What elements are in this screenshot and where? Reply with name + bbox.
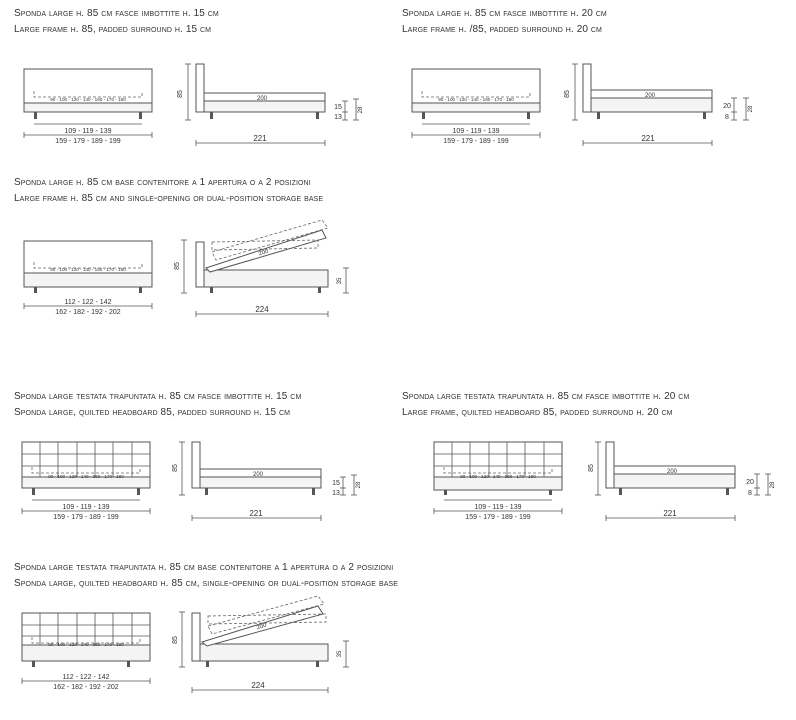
section-1-title-it: Sponda large h. 85 cm fasce imbottite h. 15 cm [14, 8, 219, 19]
section-6-width-row1: 112 - 122 - 142 [62, 674, 110, 681]
section-3-front-view [24, 241, 152, 316]
section-6-front-view [22, 613, 150, 691]
section-5-inner-widths: 90 - 100 - 120 - 140 - 160 - 170 - 180 [460, 474, 536, 479]
section-3-total-len: 224 [255, 305, 269, 314]
section-3-width-row1: 112 - 122 - 142 [64, 299, 112, 306]
section-5-width-row1: 109 - 119 - 139 [474, 504, 522, 511]
section-3-side-view [174, 220, 349, 317]
section-4-title-it: Sponda large testata trapuntata h. 85 cm fasce imbottite h. 15 cm [14, 391, 302, 402]
section-2-height: 85 [564, 90, 571, 98]
section-1-height: 85 [177, 90, 184, 98]
section-4-mattress-len: 200 [252, 472, 264, 478]
section-5-front-view [434, 442, 562, 521]
section-5-height: 85 [588, 464, 595, 472]
section-5-surround-h: 20 [746, 479, 754, 486]
section-3-title-it: Sponda large h. 85 cm base contenitore a 1 apertura o a 2 posizioni [14, 177, 311, 188]
section-1-title-en: Large frame h. 85, padded surround h. 15 cm [14, 24, 212, 35]
section-1-mattress-len: 200 [256, 96, 268, 102]
section-6-title-en: Sponda large, quilted headboard h. 85 cm, single-opening or dual-position storage base [14, 578, 399, 589]
section-4-width-row2: 159 - 179 - 189 - 199 [53, 514, 119, 521]
section-3-title-en: Large frame h. 85 cm and single-opening or dual-position storage base [14, 193, 324, 204]
section-1-front-view [24, 69, 152, 145]
section-4-total-h: 28 [356, 481, 362, 489]
section-6-width-row2: 162 - 182 - 192 - 202 [53, 684, 119, 691]
section-2-total-len: 221 [641, 134, 655, 143]
section-3-height: 85 [174, 262, 181, 270]
section-6-height: 85 [172, 636, 179, 644]
section-4-inner-widths: 90 - 100 - 120 - 140 - 160 - 170 - 180 [48, 474, 124, 479]
section-4-front-view [22, 442, 150, 521]
section-4-height: 85 [172, 464, 179, 472]
section-2-width-row1: 109 - 119 - 139 [452, 128, 500, 135]
section-2-title-it: Sponda large h. 85 cm fasce imbottite h. 20 cm [402, 8, 607, 19]
section-6-total-h: 35 [337, 650, 343, 658]
section-2-base-h: 8 [725, 114, 729, 121]
section-2-inner-widths: 90 - 100 - 120 - 140 - 160 - 170 - 180 [438, 97, 514, 102]
section-1-side-view [177, 64, 364, 146]
section-5-mattress-len: 200 [666, 469, 678, 475]
section-1-surround-h: 15 [334, 104, 342, 111]
section-2-width-row2: 159 - 179 - 189 - 199 [443, 138, 509, 145]
section-4-width-row1: 109 - 119 - 139 [62, 504, 110, 511]
section-3-inner-widths: 90 - 100 - 120 - 140 - 160 - 170 - 180 [50, 267, 126, 272]
section-5-title-en: Large frame, quilted headboard 85, padded surround h. 20 cm [402, 407, 673, 418]
section-2-side-view [564, 64, 754, 146]
section-4-total-len: 221 [249, 509, 263, 518]
section-5-base-h: 8 [748, 490, 752, 497]
section-1-width-row1: 109 - 119 - 139 [64, 128, 112, 135]
section-1-total-len: 221 [253, 134, 267, 143]
section-6-title-it: Sponda large testata trapuntata h. 85 cm base contenitore a 1 apertura o a 2 posizioni [14, 562, 394, 573]
section-3-width-row2: 162 - 182 - 192 - 202 [55, 309, 121, 316]
section-6-inner-widths: 90 - 100 - 120 - 140 - 160 - 170 - 180 [48, 642, 124, 647]
section-2-mattress-len: 200 [644, 93, 656, 99]
section-2-front-view [412, 69, 540, 145]
section-6-total-len: 224 [251, 681, 265, 690]
section-4-base-h: 13 [332, 490, 340, 497]
section-1-inner-widths: 90 - 100 - 120 - 140 - 160 - 170 - 180 [50, 97, 126, 102]
section-4-title-en: Sponda large, quilted headboard 85, padded surround h. 15 cm [14, 407, 291, 418]
section-5-title-it: Sponda large testata trapuntata h. 85 cm fasce imbottite h. 20 cm [402, 391, 690, 402]
section-3-mattress-len: 200 [258, 248, 270, 258]
section-1-base-h: 13 [334, 114, 342, 121]
section-6-mattress-len: 200 [256, 622, 268, 632]
section-1-width-row2: 159 - 179 - 189 - 199 [55, 138, 121, 145]
section-2-title-en: Large frame h. /85, padded surround h. 20 cm [402, 24, 602, 35]
section-5-total-h: 28 [770, 481, 776, 489]
section-4-surround-h: 15 [332, 480, 340, 487]
section-6-side-view [172, 596, 349, 693]
section-4-side-view [172, 442, 362, 521]
section-1-total-h: 28 [358, 106, 364, 114]
section-2-total-h: 28 [748, 105, 754, 113]
section-5-side-view [588, 442, 776, 521]
section-3-total-h: 35 [337, 277, 343, 285]
section-2-surround-h: 20 [723, 103, 731, 110]
section-5-width-row2: 159 - 179 - 189 - 199 [465, 514, 531, 521]
section-5-total-len: 221 [663, 509, 677, 518]
